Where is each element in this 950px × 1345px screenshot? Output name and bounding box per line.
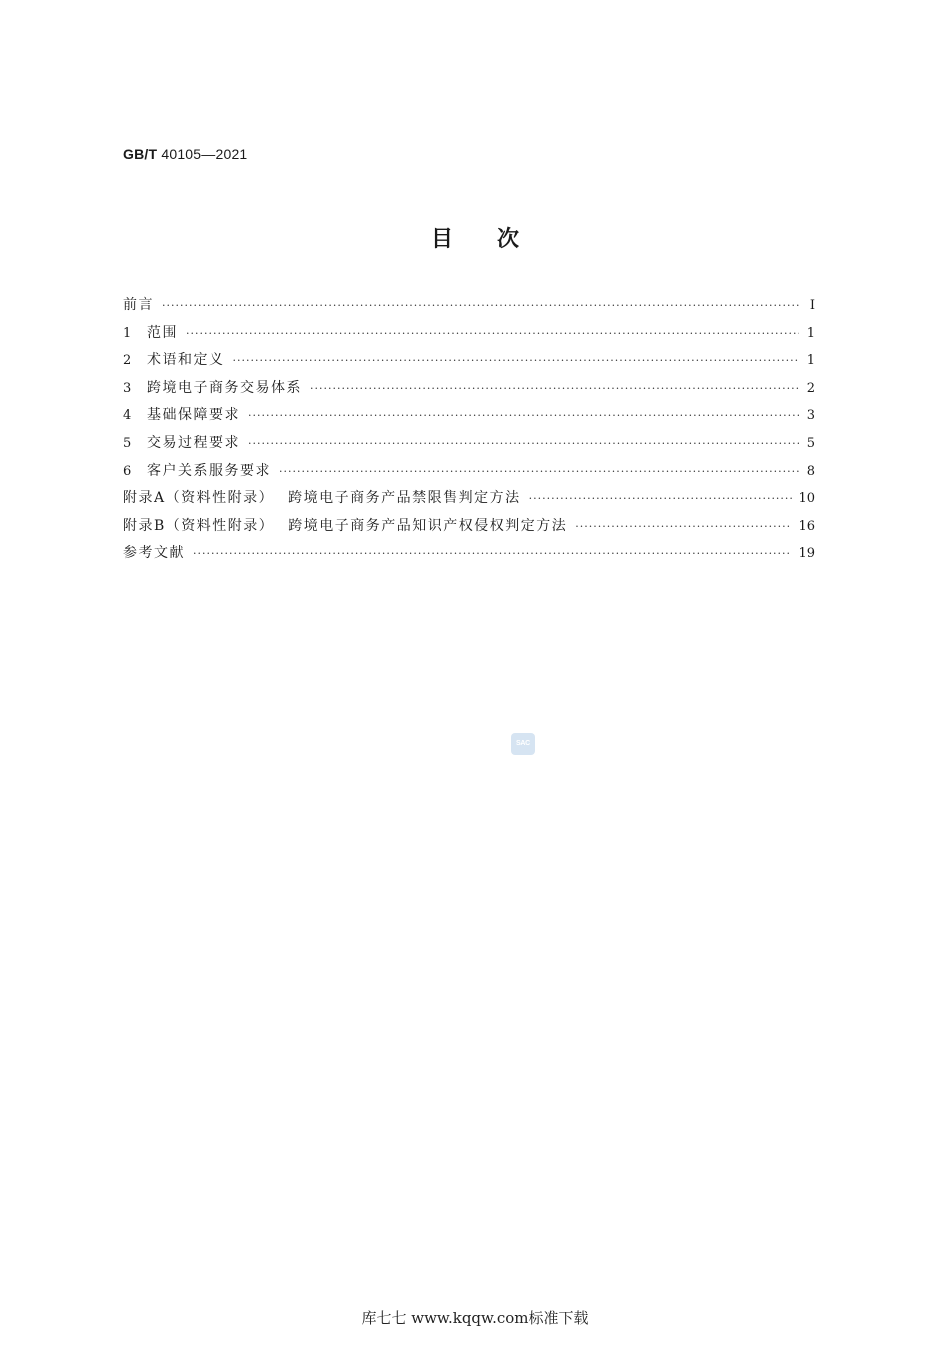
toc-entry[interactable] (123, 432, 815, 460)
toc-dot-leader (186, 327, 799, 340)
toc-entry-label: 附录A（资料性附录） (123, 490, 275, 507)
toc-entry-label: 客户关系服务要求 (147, 462, 271, 479)
sac-watermark-logo: SAC (511, 733, 535, 755)
document-code-number: 40105—2021 (161, 146, 248, 162)
toc-dot-leader (279, 465, 799, 478)
toc-entry-number: 3 (123, 380, 132, 396)
toc-entry[interactable] (123, 460, 815, 488)
toc-entry-number: 5 (123, 435, 132, 451)
toc-entry[interactable] (123, 515, 815, 543)
toc-dot-leader (233, 354, 800, 367)
toc-entry-page: Ⅰ (809, 298, 815, 313)
toc-entry-page: 16 (798, 518, 815, 534)
document-code (123, 146, 247, 162)
toc-entry-page: 19 (798, 546, 815, 562)
toc-dot-leader (575, 520, 792, 533)
toc-entry-subtitle: 跨境电子商务产品禁限售判定方法 (288, 490, 521, 507)
toc-dot-leader (310, 382, 799, 395)
toc-entry-subtitle: 跨境电子商务产品知识产权侵权判定方法 (288, 517, 568, 534)
toc-dot-leader (529, 492, 793, 505)
toc-entry-page: 10 (798, 491, 815, 507)
toc-title: 目次 (430, 227, 563, 252)
toc-dot-leader (248, 409, 799, 422)
toc-entry-label: 基础保障要求 (147, 407, 240, 424)
toc-entry-page: 8 (806, 463, 815, 479)
toc-entry-page: 2 (806, 380, 815, 396)
toc-entry-label: 前言 (123, 297, 154, 313)
toc-entry-number: 4 (123, 408, 132, 424)
toc-entry-page: 3 (806, 408, 815, 424)
toc-entry[interactable] (123, 349, 815, 377)
table-of-contents (123, 294, 815, 570)
toc-entry-label: 参考文献 (123, 545, 185, 562)
footer-source: 库七七 www.kqqw.com标准下载 (361, 1309, 589, 1327)
toc-dot-leader (193, 547, 792, 560)
toc-entry[interactable] (123, 377, 815, 405)
toc-entry[interactable] (123, 542, 815, 570)
toc-entry[interactable] (123, 322, 815, 350)
toc-entry-page: 1 (806, 325, 815, 341)
toc-entry-label: 跨境电子商务交易体系 (147, 379, 302, 396)
document-code-prefix: GB/T (123, 146, 158, 162)
toc-entry-label: 术语和定义 (147, 352, 225, 369)
toc-entry[interactable] (123, 487, 815, 515)
toc-dot-leader (248, 437, 799, 450)
toc-entry[interactable] (123, 294, 815, 322)
toc-entry-label: 范围 (147, 324, 178, 341)
toc-entry-page: 1 (806, 353, 815, 369)
toc-entry-number: 6 (123, 463, 132, 479)
toc-entry-label: 交易过程要求 (147, 434, 240, 451)
toc-entry-number: 1 (123, 325, 132, 341)
toc-entry-label: 附录B（资料性附录） (123, 517, 275, 534)
toc-entry-page: 5 (806, 435, 815, 451)
toc-entry-number: 2 (123, 353, 132, 369)
toc-dot-leader (162, 299, 799, 312)
toc-entry[interactable] (123, 404, 815, 432)
